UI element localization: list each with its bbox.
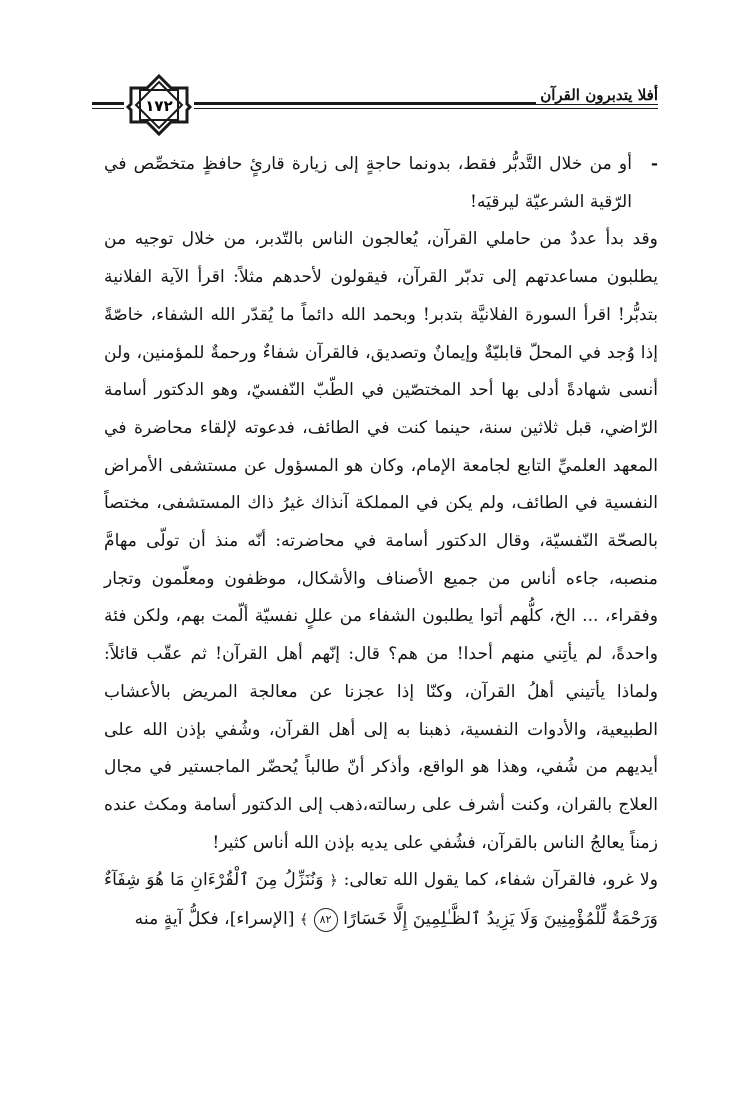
paragraph-2-intro: ولا غرو، فالقرآن شفاء، كما يقول الله تعالى:: [343, 870, 659, 891]
quran-brace-close: ﴾: [299, 912, 309, 929]
paragraph-2: [104, 862, 658, 939]
ayah-number: ٨٢: [314, 908, 338, 932]
bullet-item: [104, 146, 658, 221]
quran-brace-open: ﴿: [329, 873, 338, 890]
bullet-mark: -: [650, 154, 658, 174]
page-number-ornament-icon: [124, 72, 194, 138]
citation: [الإسراء]: [229, 909, 295, 930]
page-header: [92, 72, 658, 142]
paragraph-1: وقد بدأ عددٌ من حاملي القرآن، يُعالجون الناس بالتّدبر، من خلال توجيه من يطلبون مساعدتهم إلى تدبّر القرآن، فيقولون لأحدهم مثلاً: اقرأ الآية الفلانية بتدبُّر! اقرأ السورة الفلانيَّة بتدبر! وبحمد الله دائماً ما يُقدّر الله الشفاء، خاصّةً إذا وُجد في المحلّ قابليّةٌ وإيمانٌ وتصديق، فالقرآن شفاءٌ ورحمةٌ للمؤمنين، ولن أنسى شهادةً أدلى بها أحد المختصّين في الطّبّ النّفسيّ، وهو الدكتور أسامة الرّاضي، قبل ثلاثين سنة، حينما كنت في الطائف، فدعوته لإلقاء محاضرة في المعهد العلميِّ التابع لجامعة الإمام، وكان هو المسؤول عن مستشفى الأمراض النفسية في الطائف، ولم يكن في المملكة آنذاك غيرُ ذاك المستشفى، مختصاً بالصحّة النّفسيّة، وقال الدكتور أسامة في محاضرته: أنّه منذ أن تولّى مهامَّ منصبه، جاءه أناس من جميع الأصناف والأشكال، موظفون ومعلّمون وتجار وفقراء، ... الخ، كلُّهم أتوا يطلبون الشفاء من عللٍ نفسيّة ألّمت بهم، ولكن فئة واحدةً، لم يأتِني منهم أحدا! من هم؟ قال: إنّهم أهل القرآن! ثم عقّب قائلاً: ولماذا يأتيني أهلُ القرآن، وكنّا إذا عجزنا عن معالجة المريض بالأعشاب الطبيعية، والأدوات النفسية، ذهبنا به إلى أهل القرآن، وشُفي بإذن الله على أيديهم من شُفي، وهذا هو الواقع، وأذكر أنّ طالباً يُحضّر الماجستير في مجال العلاج بالقران، وكنت أشرف على رسالته،ذهب إلى الدكتور أسامة ومكث عنده زمناً يعالجُ الناس بالقرآن، فشُفي على يديه بإذن الله أناس كثير!: [104, 229, 658, 853]
page-body: [104, 146, 658, 940]
bullet-text: أو من خلال التَّدبُّر فقط، بدونما حاجةٍ إلى زيارة قارئٍ حافظٍ متخصِّص في الرّقية الشرعيّة ليرقيَه!: [104, 154, 632, 212]
paragraph-2-tail: ، فكلُّ آيةٍ منه: [134, 909, 230, 930]
page-number: ١٧٢: [145, 97, 173, 115]
running-title: أفلا يتدبرون القرآن: [536, 86, 658, 104]
quran-verse: وَنُنَزِّلُ مِنَ ٱلْقُرْءَانِ مَا هُوَ شِفَآءٌ وَرَحْمَةٌ لِّلْمُؤْمِنِينَ وَلَا يَزِيدُ ٱلظَّـٰلِمِينَ إِلَّا خَسَارًا: [104, 870, 658, 930]
